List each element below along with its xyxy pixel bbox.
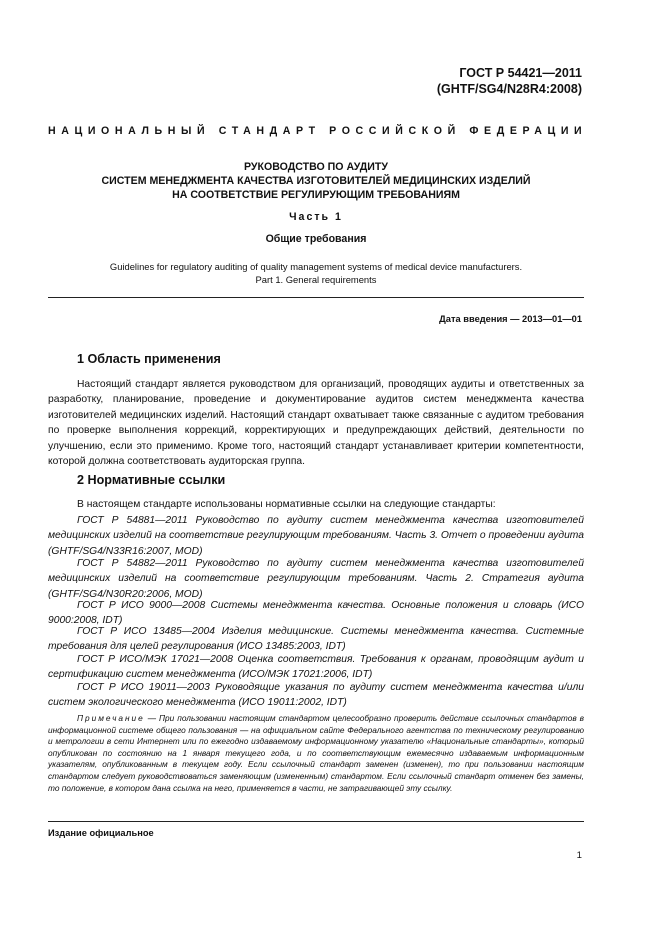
title-line-3: НА СООТВЕТСТВИЕ РЕГУЛИРУЮЩИМ ТРЕБОВАНИЯМ: [172, 189, 460, 201]
english-title: [48, 260, 584, 286]
page-number: 1: [576, 850, 582, 861]
title-line-1: РУКОВОДСТВО ПО АУДИТУ: [243, 161, 388, 173]
english-title-line-2: Part 1. General requirements: [255, 274, 377, 285]
national-standard-banner: НАЦИОНАЛЬНЫЙ СТАНДАРТ РОССИЙСКОЙ ФЕДЕРАЦИИ: [48, 125, 588, 137]
reference-item: ГОСТ Р 54882—2011 Руководство по аудиту систем менеджмента качества изготовителей медицинских изделий на соответствие регулирующим требованиям. Часть 2. Стратегия аудита (GHTF/SG4/N30R20:2006, MOD): [48, 558, 584, 600]
document-subtitle: Общие требования: [265, 233, 367, 245]
reference-item: ГОСТ Р ИСО 9000—2008 Системы менеджмента качества. Основные положения и словарь (ИСО 9000:2008, IDT): [48, 600, 584, 627]
note-text: — При пользовании настоящим стандартом целесообразно проверить действие ссылочных стандартов в информационной системе общего пользования — на официальном сайте Федерального агентства по техническому регулированию и метрологии в сети Интернет или по ежегодно издаваемому информационному указателю «Национальные стандарты», который опубликован по состоянию на 1 января текущего года, и по соответствующим ежемесячно издаваемым информационным указателям, опубликованным в текущем году. Если ссылочный стандарт заменен (изменен), то при пользовании настоящим стандартом следует руководствоваться заменяющим (измененным) стандартом. Если ссылочный стандарт отменен без замены, то положение, в котором дана ссылка на него, применяется в части, не затрагивающей эту ссылку.: [48, 713, 584, 793]
reference-item: ГОСТ Р ИСО/МЭК 17021—2008 Оценка соответствия. Требования к органам, проводящим аудит и сертификацию систем менеджмента (ИСО/МЭК 17021:2006, IDT): [48, 654, 584, 681]
section-1-text: Настоящий стандарт является руководством для организаций, проводящих аудиты и ответственных за разработку, планирование, проведение и документирование аудитов систем менеджмента качества изготовителей медицинских изделий. Настоящий стандарт охватывает также связанные с аудитом требования по проверке выполнения коррекций, корректирующих и предупреждающих действий, деятельности по улучшению, если это применимо. Кроме того, настоящий стандарт устанавливает критерии компетентности, которой должна соответствовать аудиторская группа.: [48, 379, 584, 468]
title-line-2: СИСТЕМ МЕНЕДЖМЕНТА КАЧЕСТВА ИЗГОТОВИТЕЛЕЙ МЕДИЦИНСКИХ ИЗДЕЛИЙ: [101, 175, 531, 187]
section-2-heading: 2 Нормативные ссылки: [77, 473, 226, 487]
section-2-intro: В настоящем стандарте использованы нормативные ссылки на следующие стандарты:: [77, 499, 496, 510]
reference-item: ГОСТ Р ИСО 19011—2003 Руководящие указания по аудиту систем менеджмента качества и/или систем экологического менеджмента (ИСО 19011:2002, IDT): [48, 682, 584, 709]
note-label: Примечание: [77, 713, 145, 723]
edition-label: Издание официальное: [48, 828, 154, 838]
section-1-heading: 1 Область применения: [77, 352, 221, 366]
part-label: Часть 1: [289, 211, 343, 223]
note: [48, 713, 584, 794]
title-divider: [48, 297, 584, 298]
introduction-date: Дата введения — 2013—01—01: [439, 314, 582, 324]
footer-divider: [48, 821, 584, 822]
document-title: [48, 160, 584, 202]
reference-item: ГОСТ Р 54881—2011 Руководство по аудиту систем менеджмента качества изготовителей медицинских изделий на соответствие регулирующим требованиям. Часть 3. Отчет о проведении аудита (GHTF/SG4/N33R16:2007, MOD): [48, 515, 584, 557]
standard-number: ГОСТ Р 54421—2011: [459, 66, 582, 80]
standard-equivalent: (GHTF/SG4/N28R4:2008): [436, 82, 582, 96]
reference-item: ГОСТ Р ИСО 13485—2004 Изделия медицинские. Системы менеджмента качества. Системные требования для целей регулирования (ИСО 13485:2003, IDT): [48, 626, 584, 653]
english-title-line-1: Guidelines for regulatory auditing of quality management systems of medical device manufacturers.: [109, 261, 523, 272]
